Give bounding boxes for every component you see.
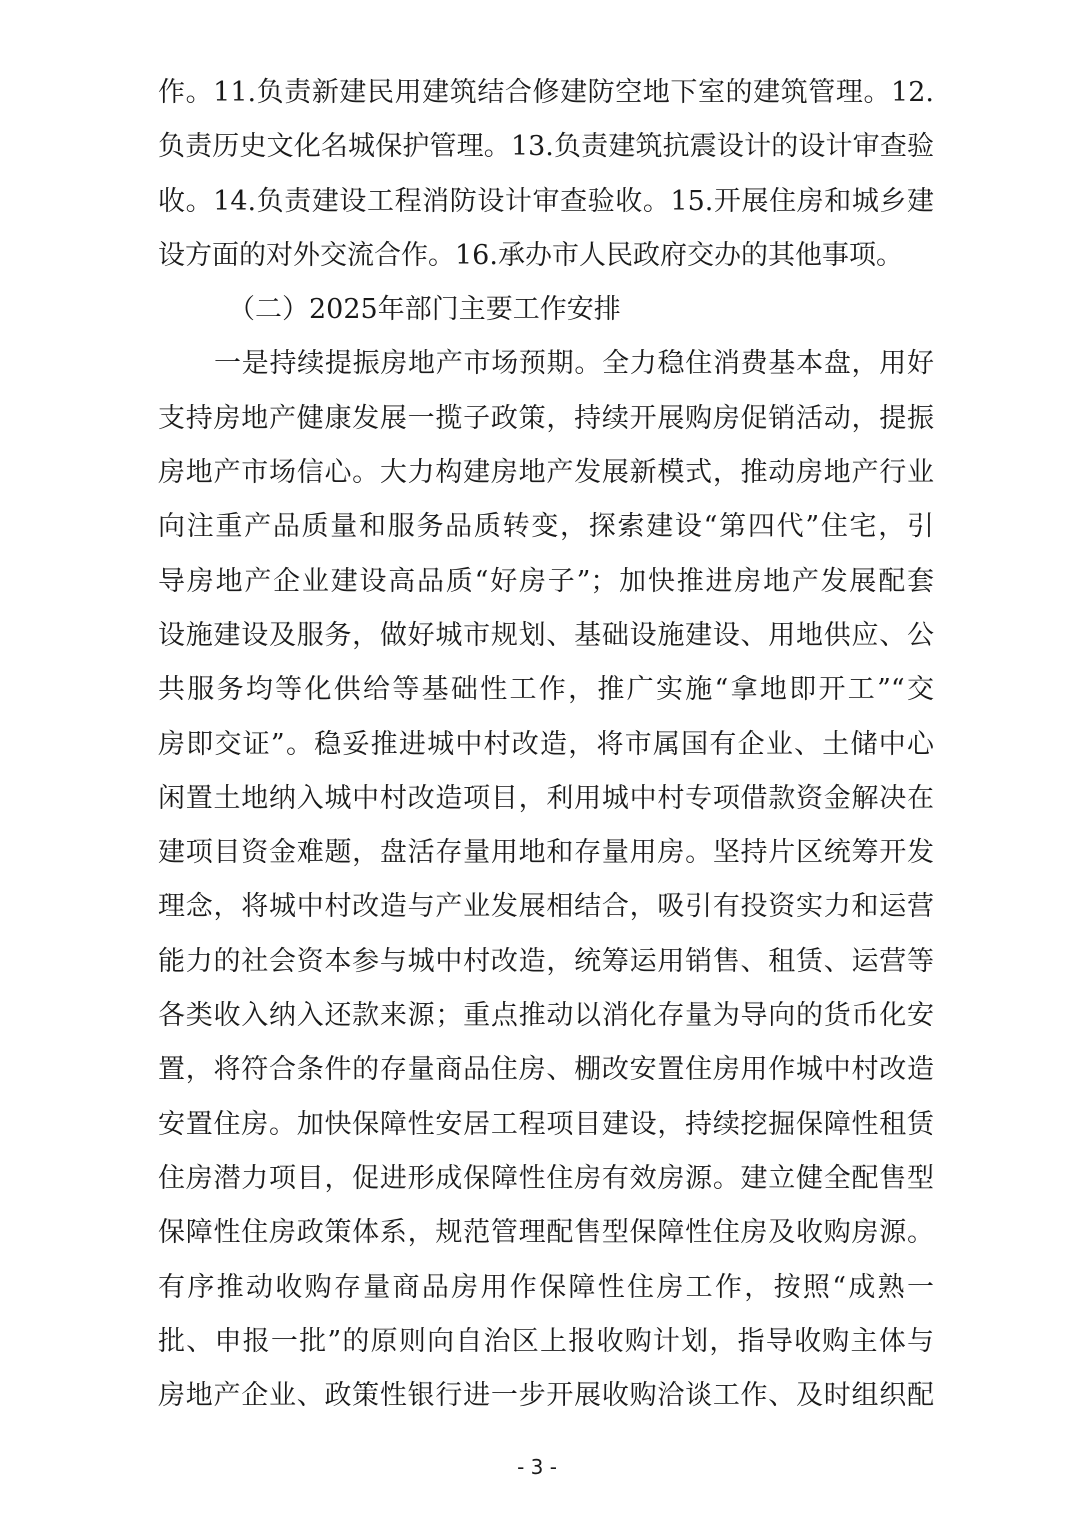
text-line: 设方面的对外交流合作。16.承办市人民政府交办的其他事项。	[158, 239, 903, 271]
text-line: 向注重产品质量和服务品质转变，探索建设“第四代”住宅，引	[158, 511, 934, 543]
text-line: 一是持续提振房地产市场预期。全力稳住消费基本盘，用好	[214, 348, 934, 380]
text-line: 建项目资金难题，盘活存量用地和存量用房。坚持片区统筹开发	[158, 837, 934, 869]
text-line: 房即交证”。稳妥推进城中村改造，将市属国有企业、土储中心	[158, 728, 934, 760]
text-line: 收。14.负责建设工程消防设计审查验收。15.开展住房和城乡建	[158, 185, 934, 217]
text-line: 共服务均等化供给等基础性工作，推广实施“拿地即开工”“交	[158, 674, 934, 706]
text-line: 批、申报一批”的原则向自治区上报收购计划，指导收购主体与	[158, 1325, 934, 1357]
text-line: 安置住房。加快保障性安居工程项目建设，持续挖掘保障性租赁	[158, 1108, 934, 1140]
text-line: 置，将符合条件的存量商品住房、棚改安置住房用作城中村改造	[158, 1054, 934, 1086]
text-line: 房地产市场信心。大力构建房地产发展新模式，推动房地产行业	[158, 457, 934, 489]
text-line: 作。11.负责新建民用建筑结合修建防空地下室的建筑管理。12.	[158, 77, 934, 108]
text-line: 有序推动收购存量商品房用作保障性住房工作，按照“成熟一	[158, 1271, 934, 1303]
text-line: 住房潜力项目，促进形成保障性住房有效房源。建立健全配售型	[158, 1162, 934, 1194]
text-line: 设施建设及服务，做好城市规划、基础设施建设、用地供应、公	[158, 619, 934, 651]
text-line: 闲置土地纳入城中村改造项目，利用城中村专项借款资金解决在	[158, 782, 934, 814]
section-heading: （二）2025年部门主要工作安排	[228, 294, 621, 326]
text-line: 保障性住房政策体系，规范管理配售型保障性住房及收购房源。	[158, 1217, 934, 1249]
text-line: 导房地产企业建设高品质“好房子”；加快推进房地产发展配套	[158, 565, 934, 597]
text-line: 支持房地产健康发展一揽子政策，持续开展购房促销活动，提振	[158, 402, 934, 434]
text-line: 房地产企业、政策性银行进一步开展收购洽谈工作、及时组织配	[158, 1380, 934, 1412]
body-text	[158, 66, 934, 1423]
text-line: 负责历史文化名城保护管理。13.负责建筑抗震设计的设计审查验	[158, 131, 934, 163]
text-line: 各类收入纳入还款来源；重点推动以消化存量为导向的货币化安	[158, 1000, 934, 1032]
text-line: 理念，将城中村改造与产业发展相结合，吸引有投资实力和运营	[158, 891, 934, 923]
text-line: 能力的社会资本参与城中村改造，统筹运用销售、租赁、运营等	[158, 945, 934, 977]
page-number: - 3 -	[517, 1455, 557, 1479]
